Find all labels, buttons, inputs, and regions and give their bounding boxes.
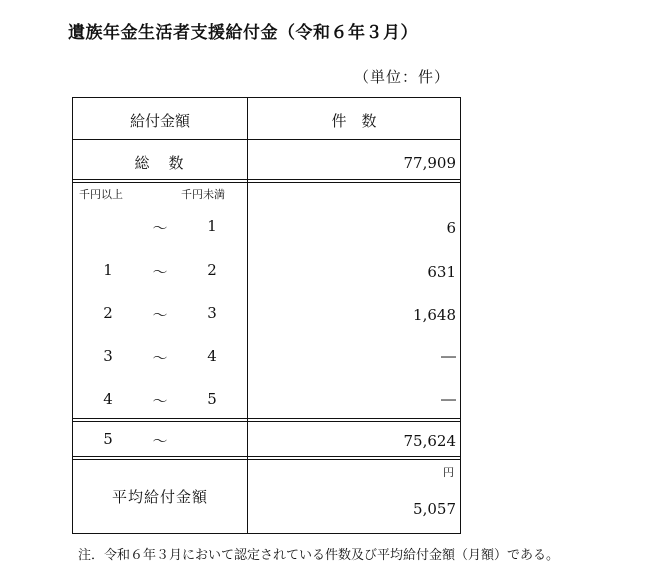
average-label: 平均給付金額 — [111, 488, 208, 506]
header-count: 件 数 — [331, 112, 377, 130]
upper-bound-label: 千円未満 — [181, 188, 225, 201]
average-value: 5,057 — [413, 500, 456, 518]
range-from: 2 — [103, 304, 113, 322]
range-to: 3 — [207, 304, 217, 322]
range-from: 3 — [103, 347, 113, 365]
header-amount: 給付金額 — [129, 112, 190, 130]
range-to: 2 — [207, 261, 217, 279]
lower-bound-label: 千円以上 — [79, 188, 123, 201]
range-from: 4 — [103, 390, 113, 408]
range-tilde: ～ — [152, 263, 168, 281]
header-divider — [73, 139, 460, 140]
total-divider — [73, 179, 460, 183]
benefit-table — [72, 97, 461, 534]
range-from: 5 — [103, 430, 113, 448]
range-tilde: ～ — [152, 349, 168, 367]
total-value: 77,909 — [403, 154, 456, 172]
range-tilde: ～ — [152, 432, 168, 450]
range-to: 5 — [207, 390, 217, 408]
bracket-divider — [73, 418, 460, 422]
range-tilde: ～ — [152, 306, 168, 324]
row-value: ― — [441, 390, 456, 408]
total-label: 総 数 — [134, 154, 186, 172]
column-divider — [247, 98, 248, 533]
footnote: 注．令和６年３月において認定されている件数及び平均給付金額（月額）である。 — [78, 548, 560, 563]
average-unit: 円 — [443, 466, 454, 479]
row-value: ― — [441, 347, 456, 365]
range-from: 1 — [103, 261, 113, 279]
range-tilde: ～ — [152, 392, 168, 410]
unit-label: （単位：件） — [353, 68, 450, 86]
page-title: 遺族年金生活者支援給付金（令和６年３月） — [68, 23, 418, 43]
range-to: 4 — [207, 347, 217, 365]
row-value: 1,648 — [413, 306, 456, 324]
range-to: 1 — [207, 217, 217, 235]
average-divider — [73, 456, 460, 460]
row-value: 75,624 — [403, 432, 456, 450]
range-tilde: ～ — [152, 219, 168, 237]
row-value: 6 — [446, 219, 456, 237]
row-value: 631 — [427, 263, 456, 281]
